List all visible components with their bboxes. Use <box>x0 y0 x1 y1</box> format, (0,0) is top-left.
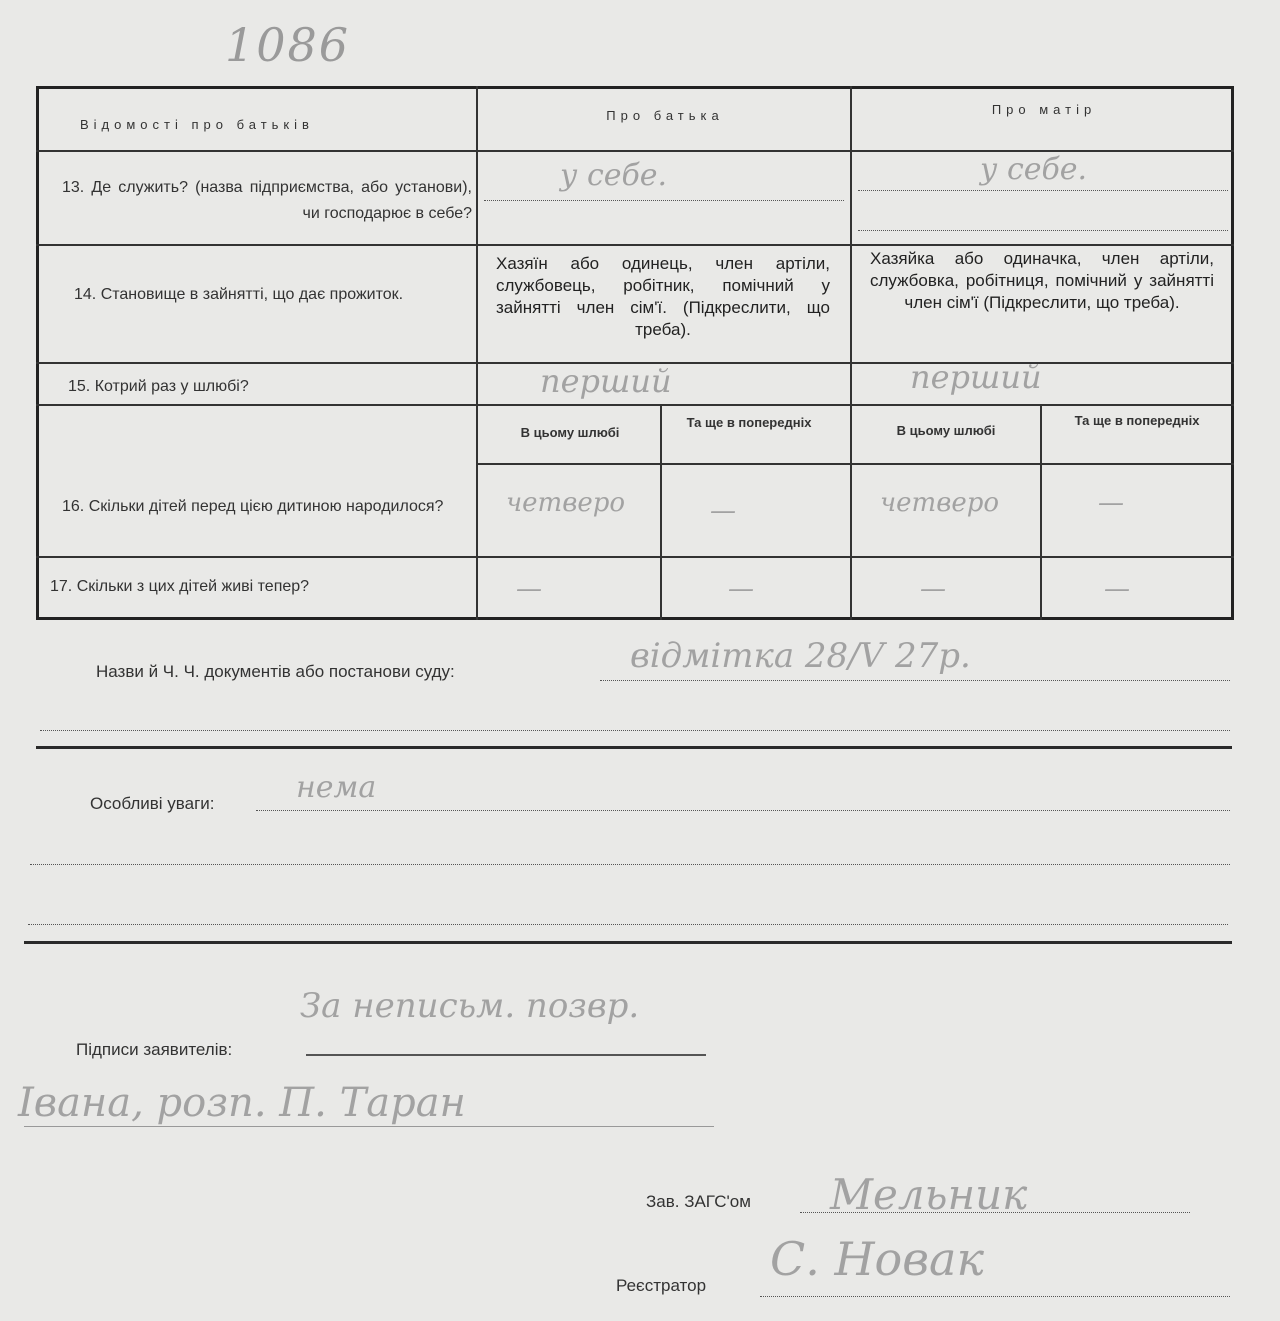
dotted-line <box>28 924 1228 925</box>
q15-mother-value: перший <box>910 358 1042 396</box>
header-mother-label: Про матір <box>991 102 1097 117</box>
sub-col-divider <box>1040 404 1042 620</box>
dotted-line <box>256 810 1230 811</box>
q16-father-this-value: четверо <box>506 488 626 518</box>
remarks-value: нема <box>296 770 377 805</box>
remarks-label: Особливі уваги: <box>90 794 215 813</box>
q14-label: 14. Становище в зайнятті, що дає прожиток. <box>74 286 404 303</box>
q16-mother-previous-header: Та ще в попередніх <box>1074 413 1200 428</box>
q15-label: 15. Котрий раз у шлюбі? <box>68 378 249 395</box>
q15-father-value: перший <box>540 362 672 400</box>
sub-col-divider <box>660 404 662 620</box>
col-divider <box>476 86 478 620</box>
q17-label: 17. Скільки з цих дітей живі тепер? <box>50 578 310 595</box>
q14-father-options: Хазяїн або одинець, член артіли, службовець, робітник, помічний у зайнятті член сім'ї. (Підкреслити, що треба). <box>496 254 830 339</box>
dotted-line <box>40 730 1230 731</box>
header-father-label: Про батька <box>606 108 724 123</box>
q14-mother-options: Хазяйка або одиначка, член артіли, службовка, робітниця, помічний у зайнятті член сім'ї (Підкреслити, що треба). <box>870 249 1214 312</box>
q17-mother-prev-value: — <box>1104 574 1130 604</box>
q16-father-previous-header: Та ще в попередніх <box>686 415 812 430</box>
row-divider <box>36 556 1234 558</box>
signatures-label: Підписи заявителів: <box>76 1040 233 1059</box>
q17-mother-this-value: — <box>920 574 946 604</box>
signature-proxy: За неписьм. позвр. <box>300 986 640 1026</box>
dotted-line <box>858 230 1228 231</box>
q13-mother-value: у себе. <box>980 152 1088 187</box>
documents-label: Назви й Ч. Ч. документів або постанови суду: <box>96 662 455 681</box>
dotted-line <box>484 200 844 201</box>
documents-value: відмітка 28/V 27р. <box>630 636 971 676</box>
head-signature: Мельник <box>830 1170 1028 1219</box>
q13-father-value: у себе. <box>560 158 668 193</box>
signature-applicant: Івана, розп. П. Таран <box>18 1080 466 1126</box>
col-divider <box>850 86 852 620</box>
header-info-label: Відомості про батьків <box>80 117 314 132</box>
section-rule <box>36 746 1232 749</box>
q16-mother-this-marriage-header: В цьому шлюбі <box>896 423 996 438</box>
dotted-line <box>600 680 1230 681</box>
section-rule <box>24 941 1232 944</box>
q17-father-prev-value: — <box>728 574 754 604</box>
q13-label: 13. Де служить? (назва підприємства, або установи), чи господарює в себе? <box>62 179 472 222</box>
q16-father-prev-value: — <box>710 496 736 526</box>
q16-mother-prev-value: — <box>1098 488 1124 518</box>
row-divider <box>36 244 1234 246</box>
row-divider <box>36 404 1234 406</box>
head-label: Зав. ЗАГС'ом <box>646 1192 751 1211</box>
q16-label: 16. Скільки дітей перед цією дитиною народилося? <box>62 498 444 515</box>
q16-father-this-marriage-header: В цьому шлюбі <box>520 425 620 440</box>
dotted-line <box>858 190 1228 191</box>
dotted-line <box>760 1296 1230 1297</box>
sub-header-divider <box>476 463 1234 465</box>
dotted-line <box>30 864 1230 865</box>
signature-line <box>306 1054 706 1056</box>
page-mark: 1086 <box>225 18 351 72</box>
q17-father-this-value: — <box>516 574 542 604</box>
q16-mother-this-value: четверо <box>880 488 1000 518</box>
registrar-label: Реєстратор <box>616 1276 707 1295</box>
registrar-signature: С. Новак <box>770 1232 984 1286</box>
dotted-line <box>800 1212 1190 1213</box>
signature-line <box>24 1126 714 1127</box>
